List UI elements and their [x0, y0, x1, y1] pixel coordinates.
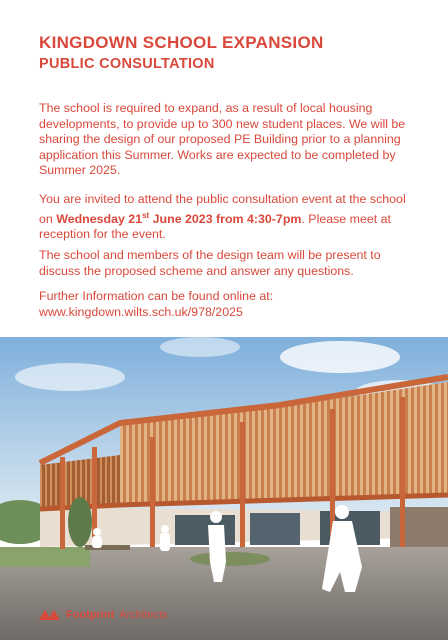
- team-paragraph: The school and members of the design team will be present to discuss the proposed scheme and answer any questions.: [39, 248, 381, 278]
- column: [400, 397, 405, 547]
- intro-paragraph: The school is required to expand, as a result of local housing developments, to provide up to 300 new student places. We will be sharing the design of our proposed PE Building prior to a planning application this Summer. Works are expected to be completed by Summer 2025.: [39, 101, 406, 178]
- info-label: Further Information can be found online at:: [39, 289, 274, 303]
- cloud: [160, 337, 240, 357]
- planter: [190, 552, 270, 566]
- footprint-logo-icon: [39, 608, 61, 622]
- invitation-text: You are invited to attend the public consultation event at the school on: [39, 192, 406, 226]
- building-rendering: [0, 337, 448, 640]
- page-title: KINGDOWN SCHOOL EXPANSION: [39, 33, 324, 52]
- column: [60, 457, 65, 549]
- cloud: [15, 363, 125, 391]
- event-date-time: June 2023 from 4:30-7pm: [149, 211, 302, 226]
- info-paragraph: [39, 289, 419, 320]
- brick-wall: [390, 507, 448, 547]
- shrub: [68, 497, 92, 547]
- event-date-day: Wednesday 21: [56, 211, 143, 226]
- info-url-link[interactable]: www.kingdown.wilts.sch.uk/978/2025: [39, 304, 243, 319]
- page-subtitle: PUBLIC CONSULTATION: [39, 56, 215, 72]
- window: [175, 515, 235, 545]
- invitation-paragraph: [39, 192, 419, 243]
- event-date: [56, 212, 301, 226]
- firm-name: Footprint: [66, 609, 115, 621]
- event-date-ordinal: st: [142, 210, 150, 220]
- architect-logo: [39, 608, 168, 622]
- cloud: [280, 341, 400, 373]
- firm-suffix: Architects: [119, 609, 168, 621]
- lawn: [0, 547, 90, 567]
- column: [240, 422, 245, 547]
- invitation-meeting-text: . Please meet at reception for the event.: [39, 211, 391, 242]
- window: [250, 513, 300, 545]
- bench: [85, 545, 130, 550]
- column: [150, 437, 155, 547]
